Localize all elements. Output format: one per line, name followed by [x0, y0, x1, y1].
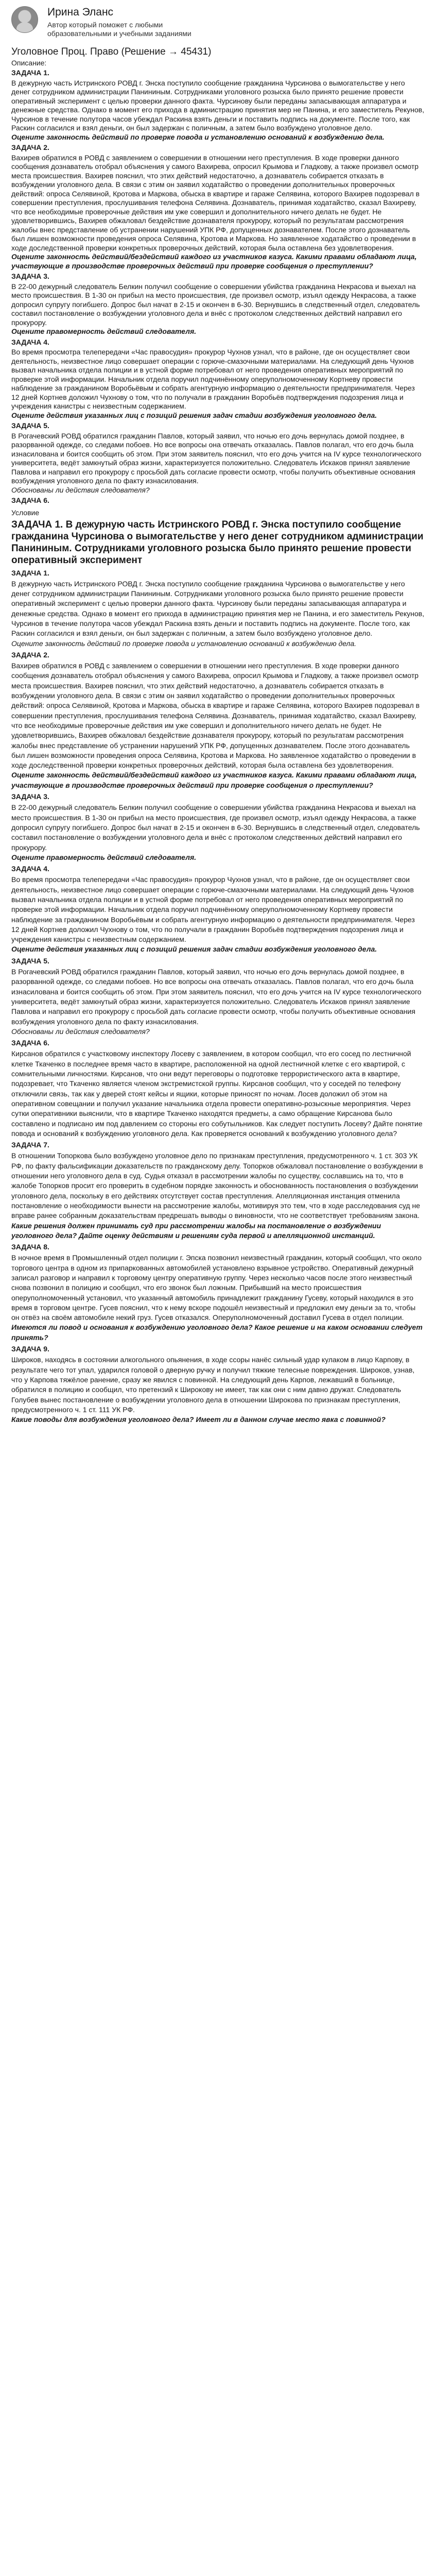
task-heading: ЗАДАЧА 4. [11, 865, 49, 873]
task-text: В дежурную часть Истринского РОВД г. Энска поступило сообщение гражданина Чурсинова о вымогательстве у него денег сотрудником администрации Панининым. Сотрудниками уголовного розыска было принято решение провести оперативный эксперимент с целью проверки данного факта. Чурсинову были переданы запасывающая аппаратура и денежные средства. Однако в момент его прихода в администрацию принятия мер не Панина, и его заместитель Рекунов, Чурсинов в течение полутора часов убеждал Раскина взять деньги и поставить подпись на документе. После того, как Раскин согласился и взял деньги, он был задержан с поличным, а затем было возбуждено уголовное дело. [11, 579, 425, 638]
task-question: Оцените действия указанных лиц с позиций решения задач стадии возбуждения уголовного дела. [11, 945, 377, 954]
task-question: Оцените правомерность действий следователя. [11, 327, 197, 335]
task-question: Имеются ли повод и основания к возбуждению уголовного дела? Какое решение и на каком основании следует принять? [11, 1323, 423, 1342]
task-question: Обоснованы ли действия следователя? [11, 485, 150, 494]
task-question: Обоснованы ли действия следователя? [11, 1027, 150, 1036]
task-text: Во время просмотра телепередачи «Час правосудия» прокурор Чухнов узнал, что в районе, где он осуществляет свои деятельность, неизвестное лицо совершает операции с горюче-смазочными материалами. На следующий день Чухнов вызвал начальника отдела полиции и в устной форме потребовал от него проведения оперативных мероприятий по проверке этой информации. Начальник отдела поручил подчинённому оперуполномоченному Кортневу провести наблюдение за гражданином Воробьёвым и собрать агентурную информацию о деятельности предпринимателя. Через 12 дней Кортнев доложил Чухнову о том, что по получали в гражданин Воробьёв подтверждения подозрения лица и учреждения канистры с неизвестным содержанием. [11, 348, 415, 410]
task-heading: ЗАДАЧА 2. [11, 143, 49, 151]
task-heading: ЗАДАЧА 9. [11, 1345, 49, 1353]
task-text: В 22-00 дежурный следователь Белкин получил сообщение о совершении убийства гражданина Некрасова и выехал на место происшествия. В 1-30 он прибыл на место происшествия, где произвел осмотр, изъял одежду Некрасова, а также допросил супругу погибшего. Допрос был начат в 2-15 и окончен в 6-30. Вернувшись в следственный отдел, следователь составил постановление о возбуждении уголовного дела и внёс с протоколом следственных действий направил его прокурору. [11, 803, 420, 852]
author-description: Автор который поможет с любыми образовательными и учебными заданиями [47, 21, 191, 38]
tasks-preview [11, 69, 425, 495]
task-heading: ЗАДАЧА 2. [11, 650, 49, 659]
task-heading: ЗАДАЧА 5. [11, 956, 49, 965]
avatar[interactable] [11, 6, 38, 33]
task-question: Оцените законность действий по проверке повода и установлению оснований к возбуждению дела. [11, 639, 357, 648]
task-heading: ЗАДАЧА 6. [11, 1039, 49, 1047]
task-question: Оцените законность действий/бездействий каждого из участников казуса. Какими правами обладают лица, участвующие в производстве проверочных действий при проверке сообщения о преступлении? [11, 252, 417, 270]
task-text: В Рогачевский РОВД обратился гражданин Павлов, который заявил, что ночью его дочь вернулась домой позднее, в разорванной одежде, со следами побоев. Но все вопросы она отвечать отказалась. Павлов полагал, что его дочь была изнасилована и боится сообщить об этом. При этом заявитель пояснил, что его дочь учится на IV курсе технологического университета, ведёт замкнутый образ жизни, характеризуется положительно. Следователь Искаков принял заявление Павлова и направил его прокурору с просьбой дать согласие провести осмотр, чтобы получить объективные основания возбуждения уголовного дела по факту изнасилования. [11, 431, 422, 485]
author-header [11, 0, 425, 39]
task-heading: ЗАДАЧА 3. [11, 792, 49, 801]
task-text: В Рогачевский РОВД обратился гражданин Павлов, который заявил, что ночью его дочь вернулась домой позднее, в разорванной одежде, со следами побоев. Но все вопросы она отвечать отказалась. Павлов полагал, что его дочь была изнасилована и боится сообщить об этом. При этом заявитель пояснил, что его дочь учится на IV курсе технологического университета, ведёт замкнутый образ жизни, характеризуется положительно. Следователь Искаков принял заявление Павлова и направил его прокурору с просьбой дать согласие провести осмотр, чтобы получить объективные основания возбуждения уголовного дела по факту изнасилования. [11, 968, 422, 1026]
task-text: В 22-00 дежурный следователь Белкин получил сообщение о совершении убийства гражданина Некрасова и выехал на место происшествия. В 1-30 он прибыл на место происшествия, где произвел осмотр, изъял одежду Некрасова, а также допросил супругу погибшего. Допрос был начат в 2-15 и окончен в 6-30. Вернувшись в следственный отдел, следователь составил постановление о возбуждении уголовного дела и внёс с протоколом следственных действий направил его прокурору. [11, 282, 420, 327]
task-heading: ЗАДАЧА 5. [11, 421, 49, 430]
document-title: Уголовное Проц. Право (Решение → 45431) [11, 46, 212, 57]
task-6-heading: ЗАДАЧА 6. [11, 496, 49, 504]
task-text: Вахирев обратился в РОВД с заявлением о совершении в отношении него преступления. В ходе проверки данного сообщения дознаватель отобрал объяснения у самого Вахирева, опросил Крымова и Гладкову, а также произвел осмотр места происшествия. Вахирев пояснил, что этих действий недостаточно, а дознаватель собирается отказать в возбуждении уголовного дела. В связи с этим он заявил ходатайство о проведении дополнительных проверочных действий: опроса Селявиной, Кротова и Маркова, обыска в квартире и гараже Селявина, которого Вахирев подозревал в совершении преступления, прослушивания телефона Селявина. Дознаватель, принимая ходатайство, сказал Вахиреву, что все необходимые проверочные действия им уже совершил и дополнительного ничего делать не будет. Не удовлетворившись, Вахирев обжаловал бездействие дознавателя прокурору, который по результатам рассмотрения жалобы внес представление об устранении нарушений УПК РФ, допущенных дознавателем. После этого дознаватель был лишен возможности проведения опроса Селявина, Кротова и Маркова. Но заявленное ходатайство о проведении в ходе доследственной проверки конкретных проверочных действий, которая была оставлена без удовлетворения. [11, 662, 420, 770]
task-heading: ЗАДАЧА 4. [11, 337, 49, 346]
task-question: Оцените законность действий/бездействий каждого из участников казуса. Какими правами обладают лица, участвующие в производстве проверочных действий при проверке сообщения о преступлении? [11, 771, 417, 789]
author-info [47, 6, 207, 38]
task-text: Кирсанов обратился с участковому инспектору Лосеву с заявлением, в котором сообщил, что его сосед по лестничной клетке Ткаченко в последнее время часто в квартире, расположенной на одной лестничной клетке с его квартирой, с сомнительными личностями. Кирсанов, что они ведут переговоры о подготовке террористического акта в квартире, подозревает, что Ткаченко является членом экстремистской группы. Кирсанов сообщил, что у соседей по телефону отключили связь, так как у дверей стоят кейсы и ящики, которые приносят по ночам. Лосев доложил об этом на оперативном совещании и получил указание начальника отдела провести оперативно-розыскные мероприятия. Через сутки оперативники выяснили, что в квартире Ткаченко находятся предметы, а само обращение Кирсанова было составлено и подписано им под давлением со стороны его собутыльников. Как следует поступить Лосеву? Дайте понятие повода и оснований к возбуждению уголовного дела. Как проверяется оснований к возбуждению уголовного дела? [11, 1049, 423, 1138]
task-text: Вахирев обратился в РОВД с заявлением о совершении в отношении него преступления. В ходе проверки данного сообщения дознаватель отобрал объяснения у самого Вахирева, опросил Крымова и Гладкову, а также произвел осмотр места происшествия. Вахирев пояснил, что этих действий недостаточно, а дознаватель собирается отказать в возбуждении уголовного дела. В связи с этим он заявил ходатайство о проведении дополнительных проверочных действий: опроса Селявиной, Кротова и Маркова, обыска в квартире и гараже Селявина, которого Вахирев подозревал в совершении преступления, прослушивания телефона Селявина. Дознаватель, принимая ходатайство, сказал Вахиреву, что все необходимые проверочные действия им уже совершил и дополнительного ничего делать не будет. Не удовлетворившись, Вахирев обжаловал бездействие дознавателя прокурору, который по результатам рассмотрения жалобы внес представление об устранении нарушений УПК РФ, допущенных дознавателем. После этого дознаватель был лишен возможности проведения опроса Селявина, Кротова и Маркова. Но заявленное ходатайство о проведении в ходе доследственной проверки конкретных проверочных действий, которая была оставлена без удовлетворения. [11, 153, 420, 252]
task-text: Во время просмотра телепередачи «Час правосудия» прокурор Чухнов узнал, что в районе, где он осуществляет свои деятельность, неизвестное лицо совершает операции с горюче-смазочными материалами. На следующий день Чухнов вызвал начальника отдела полиции и в устной форме потребовал от него проведения оперативных мероприятий по проверке этой информации. Начальник отдела поручил подчинённому оперуполномоченному Кортневу провести наблюдение за гражданином Воробьёвым и собрать агентурную информацию о деятельности предпринимателя. Через 12 дней Кортнев доложил Чухнову о том, что по получали в гражданин Воробьёв подтверждения подозрения лица и учреждения канистры с неизвестным содержанием. [11, 875, 415, 944]
task-text: В дежурную часть Истринского РОВД г. Энска поступило сообщение гражданина Чурсинова о вымогательстве у него денег сотрудником администрации Панининым. Сотрудниками уголовного розыска было принято решение провести оперативный эксперимент с целью проверки данного факта. Чурсинову были переданы запасывающая аппаратура и денежные средства. Однако в момент его прихода в администрацию принятия мер не Панина, и его заместитель Рекунов, Чурсинов в течение полутора часов убеждал Раскина взять деньги и поставить подпись на документе. После того, как Раскин согласился и взял деньги, он был задержан с поличным, а затем было возбуждено уголовное дело. [11, 78, 425, 132]
task-text: В ночное время в Промышленный отдел полиции г. Эпска позвонил неизвестный гражданин, который сообщил, что около торгового центра в одном из припаркованных автомобилей установлено взрывное устройство. Оперативный дежурный записал разговор и направил к торговому центру оперативную группу. Через несколько часов после этого неизвестный снова позвонил в полицию и сообщил, что его звонок был ложным. Прибывший на место происшествия оперуполномоченный установил, что указанный автомобиль принадлежит гражданину Гусеву, который находился в это время в торговом центре. Гусев пояснил, что к нему вскоре подошёл неизвестный и предложил ему деньги за то, чтобы он отвёз на своём автомобиле некий груз. Гусев отказался. Оперуполномоченный доставил Гусева в отдел полиции. [11, 1253, 422, 1322]
task-question: Какие решения должен принимать суд при рассмотрении жалобы на постановление о возбуждении уголовного дела? Дайте оценку действиям и решениям суда первой и апелляционной инстанций. [11, 1221, 381, 1240]
task-question: Оцените законность действий по проверке повода и установлению оснований к возбуждению дела. [11, 132, 385, 141]
task-text: Широков, находясь в состоянии алкогольного опьянения, в ходе ссоры нанёс сильный удар кулаком в лицо Карпову, в результате чего тот упал, ударился головой о дверную ручку и получил тяжкие телесные повреждения. Широков, узнав, что у Карпова тяжёлое ранение, сразу же явился с повинной. На следующий день Карпов, лежавший в больнице, обратился в полицию и сообщил, что претензий к Широкову не имеет, так как они с ним давно дружат. Следователь Голубев вынес постановление о возбуждении уголовного дела в отношении Широкова по признакам преступления, предусмотренного ч. 1 ст. 111 УК РФ. [11, 1355, 415, 1414]
task-heading: ЗАДАЧА 7. [11, 1141, 49, 1149]
author-name[interactable]: Ирина Эланс [47, 6, 114, 18]
tasks-full [11, 568, 425, 1425]
solution-intro: ЗАДАЧА 1. В дежурную часть Истринского РОВД г. Энска поступило сообщение гражданина Чурсинова о вымогательстве у него денег сотрудником администрации Панининым. Сотрудниками уголовного розыска было принято решение провести оперативный эксперимент [11, 519, 424, 566]
solution-content [11, 568, 425, 1425]
task-heading: ЗАДАЧА 1. [11, 568, 49, 577]
conditions-label: Условие [11, 508, 40, 517]
task-question: Оцените правомерность действий следователя. [11, 853, 197, 861]
task-text: В отношении Топоркова было возбуждено уголовное дело по признакам преступления, предусмотренного ч. 1 ст. 303 УК РФ, по факту фальсификации доказательств по гражданскому делу. Топорков обжаловал постановление о возбуждении в отношении него уголовного дела в суд. Судья отказал в рассмотрении жалобы по существу, сославшись на то, что в жалобе Топорков просит его проверить в судебном порядке законность и обоснованность постановления о возбуждении уголовного дела, поскольку в его действиях отсутствует состав преступления. Апелляционная инстанция отменила постановление о необходимости вынести на рассмотрение жалобы, мотивируя это тем, что в ходе расследования суд не вправе ранее собранным доказательствам предрешать выводы о виновности, что не соответствует требованиям закона. [11, 1151, 423, 1220]
task-question: Какие поводы для возбуждения уголовного дела? Имеет ли в данном случае место явка с повинной? [11, 1415, 386, 1424]
task-question: Оцените действия указанных лиц с позиций решения задач стадии возбуждения уголовного дела. [11, 411, 377, 419]
description-content [11, 69, 425, 505]
description-label: Описание: [11, 59, 47, 67]
task-heading: ЗАДАЧА 3. [11, 272, 49, 280]
task-heading: ЗАДАЧА 1. [11, 69, 49, 77]
task-heading: ЗАДАЧА 8. [11, 1243, 49, 1251]
